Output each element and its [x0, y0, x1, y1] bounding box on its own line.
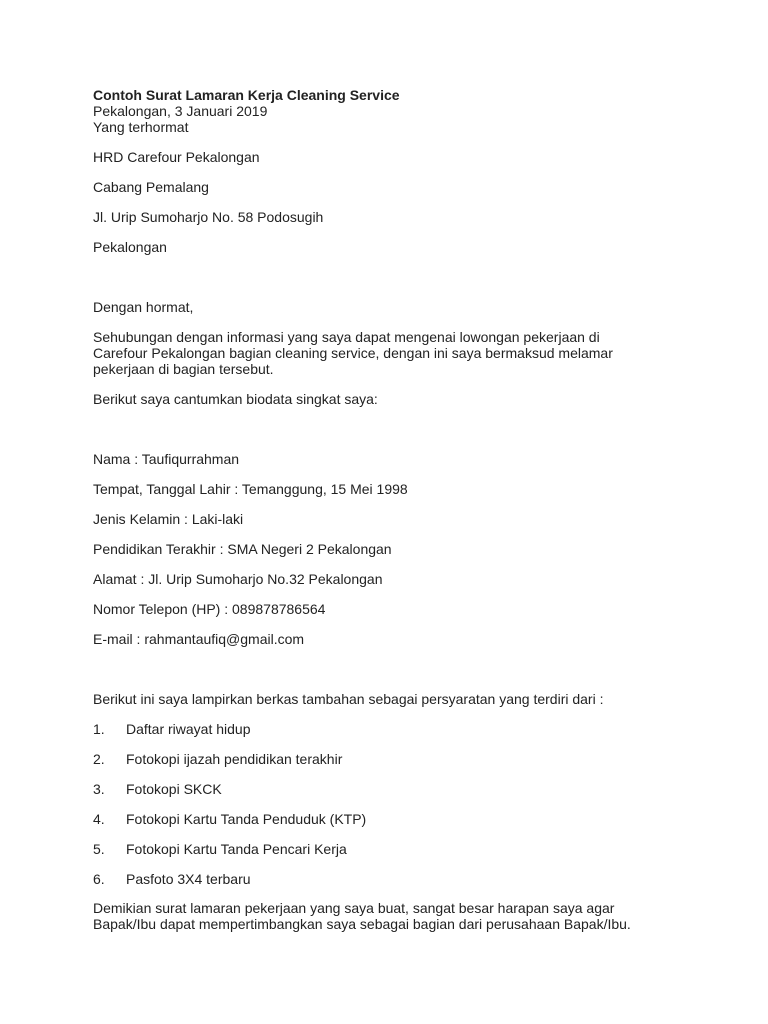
list-text: Fotokopi Kartu Tanda Penduduk (KTP) — [126, 811, 367, 827]
recipient-line: HRD Carefour Pekalongan — [93, 149, 260, 165]
list-number: 4. — [93, 811, 105, 827]
attachments-list — [93, 721, 693, 887]
biodata-address: Alamat : Jl. Urip Sumoharjo No.32 Pekalongan — [93, 571, 383, 587]
recipient-line: Cabang Pemalang — [93, 179, 209, 195]
list-item — [93, 721, 693, 737]
list-item — [93, 811, 693, 827]
list-number: 5. — [93, 841, 105, 857]
list-item — [93, 841, 693, 857]
closing-paragraph — [93, 900, 693, 932]
recipient-intro: Yang terhormat — [93, 119, 189, 135]
biodata-education: Pendidikan Terakhir : SMA Negeri 2 Pekalongan — [93, 541, 392, 557]
biodata-phone: Nomor Telepon (HP) : 089878786564 — [93, 601, 326, 617]
salutation: Dengan hormat, — [93, 299, 194, 315]
list-item — [93, 751, 693, 767]
biodata-name: Nama : Taufiqurrahman — [93, 451, 240, 467]
list-number: 1. — [93, 721, 105, 737]
list-number: 3. — [93, 781, 105, 797]
list-text: Daftar riwayat hidup — [126, 721, 251, 737]
list-item — [93, 871, 693, 887]
intro-paragraph — [93, 329, 693, 377]
attachments-intro: Berikut ini saya lampirkan berkas tambahan sebagai persyaratan yang terdiri dari : — [93, 691, 604, 707]
letter-page — [93, 87, 693, 932]
list-text: Fotokopi ijazah pendidikan terakhir — [126, 751, 343, 767]
list-item — [93, 781, 693, 797]
intro-line: Carefour Pekalongan bagian cleaning service, dengan ini saya bermaksud melamar — [93, 345, 613, 361]
letter-title: Contoh Surat Lamaran Kerja Cleaning Service — [93, 87, 400, 103]
recipient-line: Pekalongan — [93, 239, 167, 255]
intro-line: Sehubungan dengan informasi yang saya dapat mengenai lowongan pekerjaan di — [93, 329, 600, 345]
recipient-line: Jl. Urip Sumoharjo No. 58 Podosugih — [93, 209, 324, 225]
list-text: Pasfoto 3X4 terbaru — [126, 871, 251, 887]
biodata-email: E-mail : rahmantaufiq@gmail.com — [93, 631, 305, 647]
closing-line: Demikian surat lamaran pekerjaan yang saya buat, sangat besar harapan saya agar — [93, 900, 615, 916]
list-number: 2. — [93, 751, 105, 767]
list-text: Fotokopi Kartu Tanda Pencari Kerja — [126, 841, 347, 857]
biodata-birth: Tempat, Tanggal Lahir : Temanggung, 15 Mei 1998 — [93, 481, 408, 497]
biodata-gender: Jenis Kelamin : Laki-laki — [93, 511, 244, 527]
biodata-intro: Berikut saya cantumkan biodata singkat saya: — [93, 391, 378, 407]
biodata-list — [93, 451, 693, 647]
intro-line: pekerjaan di bagian tersebut. — [93, 361, 274, 377]
closing-line: Bapak/Ibu dapat mempertimbangkan saya sebagai bagian dari perusahaan Bapak/Ibu. — [93, 916, 631, 932]
list-number: 6. — [93, 871, 105, 887]
place-date: Pekalongan, 3 Januari 2019 — [93, 103, 268, 119]
list-text: Fotokopi SKCK — [126, 781, 222, 797]
